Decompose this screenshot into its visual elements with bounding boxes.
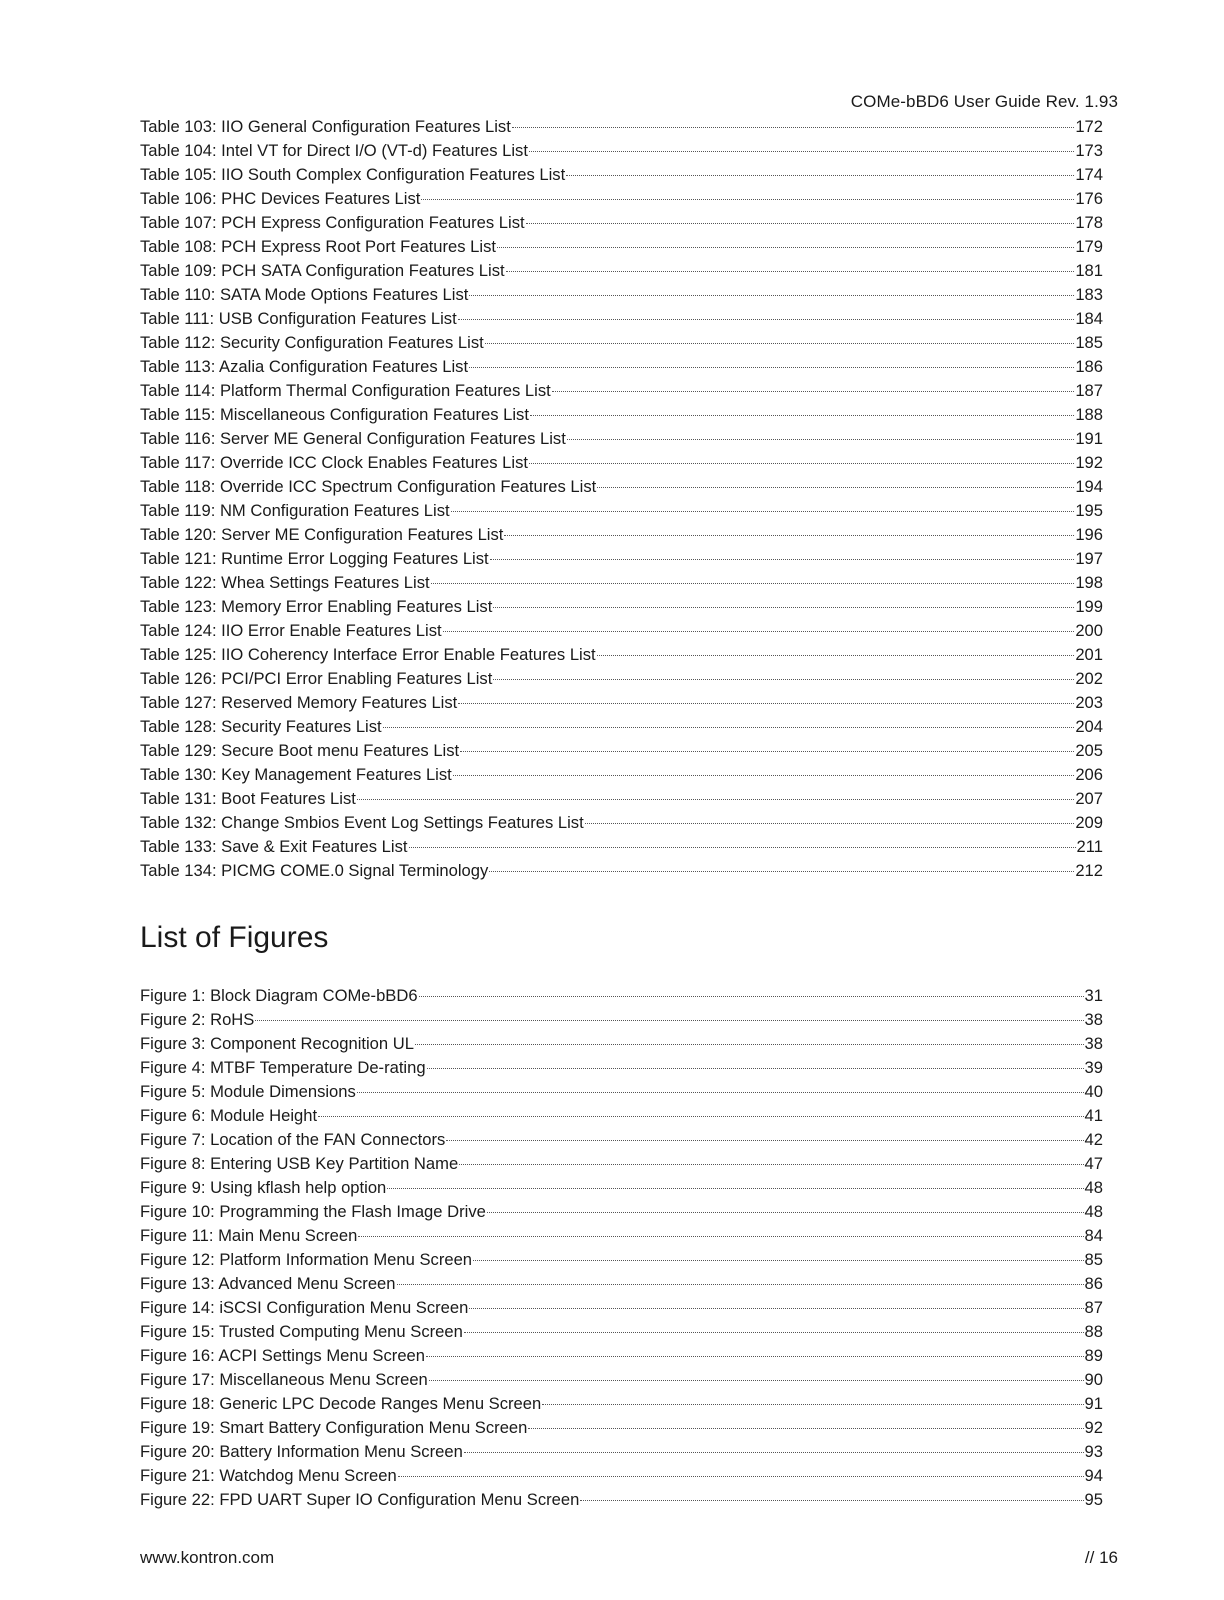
- table-entry-page-number: 205: [1075, 741, 1103, 760]
- figure-entry-label: Figure 2: RoHS: [140, 1010, 255, 1029]
- table-entry-label: Table 107: PCH Express Configuration Features List: [140, 213, 525, 232]
- figure-entry-label: Figure 4: MTBF Temperature De-rating: [140, 1058, 426, 1077]
- dot-leader: [383, 727, 1075, 728]
- figure-entry-page-number: 89: [1084, 1346, 1103, 1365]
- figure-entry[interactable]: [140, 1296, 1103, 1320]
- figure-entry-page-number: 31: [1084, 986, 1103, 1005]
- figure-entry[interactable]: [140, 1104, 1103, 1128]
- dot-leader: [597, 487, 1074, 488]
- dot-leader: [357, 1092, 1084, 1093]
- table-entry-label: Table 104: Intel VT for Direct I/O (VT-d) Features List: [140, 141, 528, 160]
- table-entry-page-number: 186: [1075, 357, 1103, 376]
- dot-leader: [493, 607, 1074, 608]
- dot-leader: [443, 631, 1075, 632]
- table-entry[interactable]: [140, 331, 1103, 355]
- figure-entry-page-number: 90: [1084, 1370, 1103, 1389]
- dot-leader: [512, 127, 1075, 128]
- dot-leader: [464, 1332, 1084, 1333]
- table-entry[interactable]: [140, 283, 1103, 307]
- figure-entry-page-number: 47: [1084, 1154, 1103, 1173]
- table-entry-label: Table 115: Miscellaneous Configuration Features List: [140, 405, 529, 424]
- figure-entry[interactable]: [140, 1272, 1103, 1296]
- table-entry-label: Table 124: IIO Error Enable Features List: [140, 621, 442, 640]
- figure-entry-page-number: 38: [1084, 1034, 1103, 1053]
- table-entry-page-number: 197: [1075, 549, 1103, 568]
- dot-leader: [426, 1356, 1084, 1357]
- table-entry[interactable]: [140, 451, 1103, 475]
- figure-entry-page-number: 40: [1084, 1082, 1103, 1101]
- figure-entry-label: Figure 21: Watchdog Menu Screen: [140, 1466, 397, 1485]
- dot-leader: [409, 847, 1076, 848]
- table-entry[interactable]: [140, 475, 1103, 499]
- figure-entry-page-number: 42: [1084, 1130, 1103, 1149]
- table-entry[interactable]: [140, 115, 1103, 139]
- list-of-figures-heading: List of Figures: [140, 921, 329, 954]
- table-entry-label: Table 120: Server ME Configuration Features List: [140, 525, 504, 544]
- table-entry-page-number: 204: [1075, 717, 1103, 736]
- figure-entry-page-number: 93: [1084, 1442, 1103, 1461]
- table-entry[interactable]: [140, 859, 1103, 883]
- table-entry-page-number: 196: [1075, 525, 1103, 544]
- dot-leader: [529, 151, 1074, 152]
- table-entry-page-number: 188: [1075, 405, 1103, 424]
- table-entry-page-number: 194: [1075, 477, 1103, 496]
- table-entry-page-number: 192: [1075, 453, 1103, 472]
- figure-entry[interactable]: [140, 1488, 1103, 1512]
- dot-leader: [415, 1044, 1084, 1045]
- table-entry[interactable]: [140, 571, 1103, 595]
- dot-leader: [458, 703, 1074, 704]
- dot-leader: [526, 223, 1075, 224]
- figure-entry-page-number: 88: [1084, 1322, 1103, 1341]
- table-entry-label: Table 122: Whea Settings Features List: [140, 573, 430, 592]
- table-entry-page-number: 173: [1075, 141, 1103, 160]
- table-entry[interactable]: [140, 811, 1103, 835]
- table-entry-page-number: 179: [1075, 237, 1103, 256]
- dot-leader: [431, 583, 1075, 584]
- dot-leader: [552, 391, 1075, 392]
- table-entry-page-number: 176: [1075, 189, 1103, 208]
- figure-entry-page-number: 38: [1084, 1010, 1103, 1029]
- dot-leader: [446, 1140, 1083, 1141]
- figure-entry-page-number: 95: [1084, 1490, 1103, 1509]
- table-entry-label: Table 123: Memory Error Enabling Features List: [140, 597, 493, 616]
- table-entry-label: Table 128: Security Features List: [140, 717, 382, 736]
- figure-entry-page-number: 85: [1084, 1250, 1103, 1269]
- table-entry-page-number: 209: [1075, 813, 1103, 832]
- table-entry[interactable]: [140, 211, 1103, 235]
- table-entry-label: Table 114: Platform Thermal Configuration Features List: [140, 381, 551, 400]
- table-entry[interactable]: [140, 619, 1103, 643]
- dot-leader: [358, 1236, 1083, 1237]
- table-entry-label: Table 117: Override ICC Clock Enables Features List: [140, 453, 528, 472]
- table-entry[interactable]: [140, 595, 1103, 619]
- dot-leader: [318, 1116, 1083, 1117]
- figure-entry[interactable]: [140, 984, 1103, 1008]
- figure-entry[interactable]: [140, 1032, 1103, 1056]
- figure-entry[interactable]: [140, 1344, 1103, 1368]
- dot-leader: [398, 1476, 1084, 1477]
- figure-entry[interactable]: [140, 1056, 1103, 1080]
- figure-entry-label: Figure 10: Programming the Flash Image Drive: [140, 1202, 486, 1221]
- dot-leader: [473, 1260, 1084, 1261]
- document-header-title: COMe-bBD6 User Guide Rev. 1.93: [850, 92, 1118, 111]
- dot-leader: [397, 1284, 1084, 1285]
- figure-entry-label: Figure 14: iSCSI Configuration Menu Screen: [140, 1298, 469, 1317]
- dot-leader: [597, 655, 1075, 656]
- figure-entry-page-number: 39: [1084, 1058, 1103, 1077]
- figure-entry[interactable]: [140, 1080, 1103, 1104]
- figure-entry[interactable]: [140, 1008, 1103, 1032]
- figure-entry-label: Figure 8: Entering USB Key Partition Name: [140, 1154, 459, 1173]
- table-entry-page-number: 198: [1075, 573, 1103, 592]
- table-entry-label: Table 118: Override ICC Spectrum Configuration Features List: [140, 477, 597, 496]
- figure-entry[interactable]: [140, 1152, 1103, 1176]
- figure-entry[interactable]: [140, 1416, 1103, 1440]
- list-of-figures: [140, 984, 1103, 1512]
- dot-leader: [459, 1164, 1083, 1165]
- table-entry-label: Table 113: Azalia Configuration Features List: [140, 357, 469, 376]
- table-entry[interactable]: [140, 691, 1103, 715]
- figure-entry-label: Figure 3: Component Recognition UL: [140, 1034, 414, 1053]
- table-entry-label: Table 103: IIO General Configuration Features List: [140, 117, 511, 136]
- table-entry-label: Table 119: NM Configuration Features List: [140, 501, 450, 520]
- figure-entry-page-number: 87: [1084, 1298, 1103, 1317]
- dot-leader: [567, 439, 1074, 440]
- dot-leader: [585, 823, 1075, 824]
- figure-entry-label: Figure 7: Location of the FAN Connectors: [140, 1130, 446, 1149]
- table-entry[interactable]: [140, 187, 1103, 211]
- figure-entry-label: Figure 13: Advanced Menu Screen: [140, 1274, 396, 1293]
- figure-entry[interactable]: [140, 1176, 1103, 1200]
- dot-leader: [542, 1404, 1083, 1405]
- figure-entry[interactable]: [140, 1320, 1103, 1344]
- dot-leader: [357, 799, 1074, 800]
- table-entry-page-number: 203: [1075, 693, 1103, 712]
- dot-leader: [530, 415, 1074, 416]
- table-entry-label: Table 106: PHC Devices Features List: [140, 189, 421, 208]
- dot-leader: [490, 559, 1075, 560]
- dot-leader: [460, 751, 1074, 752]
- table-entry[interactable]: [140, 427, 1103, 451]
- table-entry-label: Table 121: Runtime Error Logging Features List: [140, 549, 489, 568]
- table-entry-label: Table 134: PICMG COME.0 Signal Terminology: [140, 861, 489, 880]
- figure-entry-label: Figure 16: ACPI Settings Menu Screen: [140, 1346, 426, 1365]
- figure-entry-label: Figure 5: Module Dimensions: [140, 1082, 356, 1101]
- table-entry[interactable]: [140, 403, 1103, 427]
- table-entry-page-number: 201: [1075, 645, 1103, 664]
- table-entry[interactable]: [140, 667, 1103, 691]
- dot-leader: [464, 1452, 1084, 1453]
- dot-leader: [487, 1212, 1084, 1213]
- table-entry[interactable]: [140, 307, 1103, 331]
- table-entry[interactable]: [140, 379, 1103, 403]
- dot-leader: [580, 1500, 1083, 1501]
- dot-leader: [421, 199, 1074, 200]
- figure-entry[interactable]: [140, 1128, 1103, 1152]
- table-entry[interactable]: [140, 163, 1103, 187]
- dot-leader: [453, 775, 1075, 776]
- figure-entry[interactable]: [140, 1440, 1103, 1464]
- figure-entry-page-number: 48: [1084, 1178, 1103, 1197]
- figure-entry[interactable]: [140, 1464, 1103, 1488]
- dot-leader: [427, 1068, 1084, 1069]
- figure-entry-page-number: 94: [1084, 1466, 1103, 1485]
- figure-entry[interactable]: [140, 1200, 1103, 1224]
- table-entry-page-number: 185: [1075, 333, 1103, 352]
- table-entry[interactable]: [140, 499, 1103, 523]
- table-entry-label: Table 132: Change Smbios Event Log Settings Features List: [140, 813, 584, 832]
- table-entry-label: Table 127: Reserved Memory Features List: [140, 693, 458, 712]
- table-entry-page-number: 181: [1075, 261, 1103, 280]
- table-entry-label: Table 131: Boot Features List: [140, 789, 356, 808]
- table-entry[interactable]: [140, 739, 1103, 763]
- footer-page-number: // 16: [1084, 1548, 1118, 1567]
- dot-leader: [255, 1020, 1083, 1021]
- figure-entry-label: Figure 22: FPD UART Super IO Configuration Menu Screen: [140, 1490, 580, 1509]
- table-entry[interactable]: [140, 139, 1103, 163]
- table-entry[interactable]: [140, 547, 1103, 571]
- dot-leader: [451, 511, 1075, 512]
- list-of-tables: [140, 115, 1103, 883]
- figure-entry-page-number: 48: [1084, 1202, 1103, 1221]
- table-entry-page-number: 187: [1075, 381, 1103, 400]
- dot-leader: [419, 996, 1084, 997]
- figure-entry-label: Figure 6: Module Height: [140, 1106, 318, 1125]
- table-entry-label: Table 109: PCH SATA Configuration Features List: [140, 261, 505, 280]
- dot-leader: [504, 535, 1074, 536]
- table-entry[interactable]: [140, 523, 1103, 547]
- dot-leader: [489, 871, 1074, 872]
- table-entry-page-number: 211: [1076, 837, 1103, 856]
- table-entry-page-number: 202: [1075, 669, 1103, 688]
- table-entry-page-number: 183: [1075, 285, 1103, 304]
- table-entry-label: Table 129: Secure Boot menu Features List: [140, 741, 460, 760]
- dot-leader: [485, 343, 1075, 344]
- figure-entry-label: Figure 17: Miscellaneous Menu Screen: [140, 1370, 428, 1389]
- figure-entry-page-number: 91: [1084, 1394, 1103, 1413]
- table-entry-page-number: 184: [1075, 309, 1103, 328]
- dot-leader: [566, 175, 1074, 176]
- table-entry[interactable]: [140, 259, 1103, 283]
- dot-leader: [469, 295, 1074, 296]
- dot-leader: [493, 679, 1074, 680]
- table-entry-label: Table 111: USB Configuration Features List: [140, 309, 457, 328]
- footer-website: www.kontron.com: [140, 1548, 275, 1567]
- figure-entry-label: Figure 9: Using kflash help option: [140, 1178, 387, 1197]
- table-entry[interactable]: [140, 643, 1103, 667]
- table-entry-page-number: 200: [1075, 621, 1103, 640]
- dot-leader: [387, 1188, 1083, 1189]
- table-entry-label: Table 110: SATA Mode Options Features List: [140, 285, 469, 304]
- table-entry-label: Table 125: IIO Coherency Interface Error Enable Features List: [140, 645, 596, 664]
- figure-entry-label: Figure 15: Trusted Computing Menu Screen: [140, 1322, 463, 1341]
- table-entry[interactable]: [140, 715, 1103, 739]
- table-entry-label: Table 112: Security Configuration Features List: [140, 333, 484, 352]
- figure-entry[interactable]: [140, 1224, 1103, 1248]
- figure-entry-label: Figure 20: Battery Information Menu Screen: [140, 1442, 463, 1461]
- figure-entry[interactable]: [140, 1368, 1103, 1392]
- dot-leader: [528, 1428, 1083, 1429]
- figure-entry-page-number: 84: [1084, 1226, 1103, 1245]
- dot-leader: [529, 463, 1074, 464]
- table-entry-label: Table 108: PCH Express Root Port Features List: [140, 237, 497, 256]
- dot-leader: [458, 319, 1075, 320]
- table-entry-label: Table 126: PCI/PCI Error Enabling Features List: [140, 669, 493, 688]
- figure-entry[interactable]: [140, 1392, 1103, 1416]
- table-entry-label: Table 133: Save & Exit Features List: [140, 837, 408, 856]
- table-entry[interactable]: [140, 787, 1103, 811]
- dot-leader: [497, 247, 1074, 248]
- dot-leader: [429, 1380, 1084, 1381]
- table-entry-page-number: 199: [1075, 597, 1103, 616]
- table-entry-page-number: 178: [1075, 213, 1103, 232]
- figure-entry[interactable]: [140, 1248, 1103, 1272]
- figure-entry-label: Figure 12: Platform Information Menu Screen: [140, 1250, 473, 1269]
- figure-entry-label: Figure 11: Main Menu Screen: [140, 1226, 358, 1245]
- figure-entry-page-number: 92: [1084, 1418, 1103, 1437]
- table-entry[interactable]: [140, 355, 1103, 379]
- table-entry-label: Table 105: IIO South Complex Configuration Features List: [140, 165, 566, 184]
- table-entry-page-number: 174: [1075, 165, 1103, 184]
- dot-leader: [469, 367, 1074, 368]
- table-entry-page-number: 172: [1075, 117, 1103, 136]
- table-entry[interactable]: [140, 835, 1103, 859]
- figure-entry-page-number: 86: [1084, 1274, 1103, 1293]
- table-entry[interactable]: [140, 235, 1103, 259]
- table-entry-page-number: 191: [1075, 429, 1103, 448]
- figure-entry-label: Figure 19: Smart Battery Configuration Menu Screen: [140, 1418, 528, 1437]
- figure-entry-label: Figure 1: Block Diagram COMe-bBD6: [140, 986, 418, 1005]
- table-entry-label: Table 130: Key Management Features List: [140, 765, 452, 784]
- table-entry-page-number: 195: [1075, 501, 1103, 520]
- table-entry[interactable]: [140, 763, 1103, 787]
- figure-entry-label: Figure 18: Generic LPC Decode Ranges Menu Screen: [140, 1394, 542, 1413]
- table-entry-page-number: 207: [1075, 789, 1103, 808]
- table-entry-label: Table 116: Server ME General Configuration Features List: [140, 429, 566, 448]
- table-entry-page-number: 206: [1075, 765, 1103, 784]
- figure-entry-page-number: 41: [1084, 1106, 1103, 1125]
- table-entry-page-number: 212: [1075, 861, 1103, 880]
- dot-leader: [469, 1308, 1083, 1309]
- dot-leader: [506, 271, 1075, 272]
